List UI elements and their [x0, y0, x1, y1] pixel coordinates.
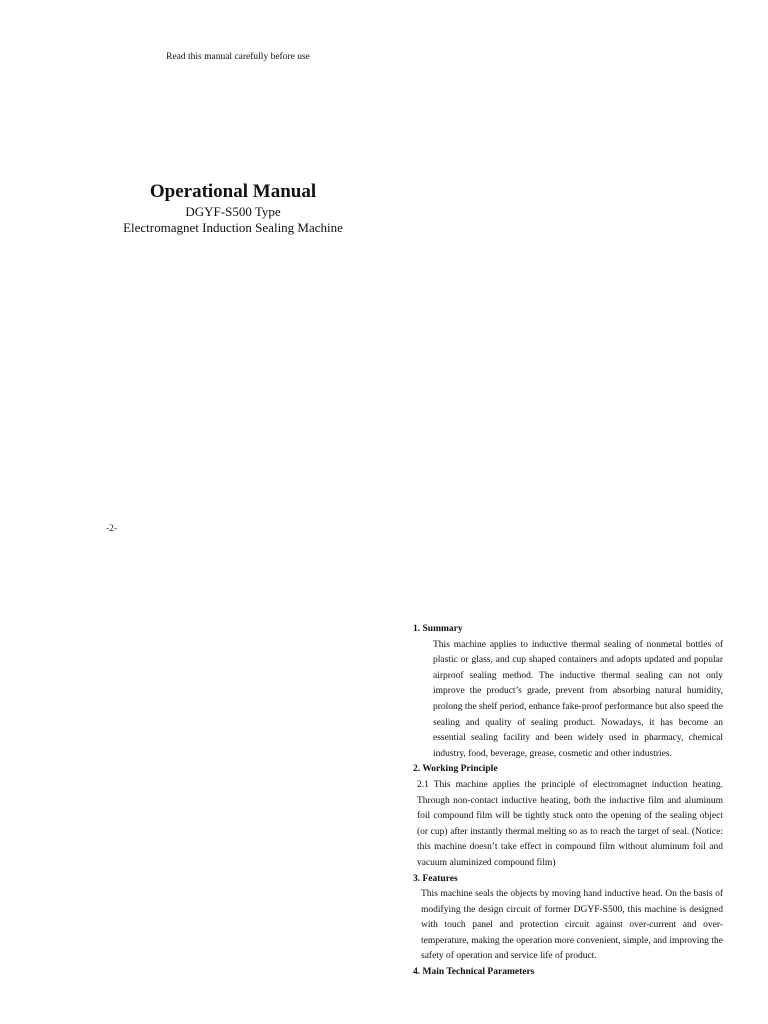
section-heading-summary: 1. Summary — [413, 624, 463, 634]
section-heading-working-principle: 2. Working Principle — [413, 764, 498, 775]
section-heading-parameters: 4. Main Technical Parameters — [413, 967, 535, 978]
section-body-working-principle: 2.1 This machine applies the principle of electromagnet induction heating. Through non-contact inductive heating, both the inductive film and aluminum foil compound film will be tightly stuck onto the opening of the sealing object (or cup) after instantly thermal melting so as to reach the target of seal. (Notice: this machine doesn’t take effect in compound film without aluminum foil and vacuum aluminized compound film) — [417, 779, 723, 868]
manual-notice: Read this manual carefully before use — [166, 52, 310, 62]
section-body-features: This machine seals the objects by moving hand inductive head. On the basis of modifying the design circuit of former DGYF-S500, this machine is designed with touch panel and protection circuit against over-current and over-temperature, making the operation more convenient, simple, and improving the safety of operation and service life of product. — [421, 889, 723, 962]
title-block — [0, 180, 466, 236]
page-title: Operational Manual — [149, 181, 317, 202]
section-heading-features: 3. Features — [413, 873, 458, 884]
manual-content — [413, 622, 723, 981]
section-body-summary: This machine applies to inductive thermal sealing of nonmetal bottles of plastic or glass, and cup shaped containers and adopts updated and popular airproof sealing method. The inductive thermal sealing can not only improve the product’s grade, prevent from absorbing natural humidity, prolong the shelf period, enhance fake-proof performance but also speed the sealing and quality of sealing product. Nowadays, it has become an essential sealing facility and been widely used in pharmacy, chemical industry, food, beverage, grease, cosmetic and other industries. — [433, 639, 723, 759]
machine-description: Electromagnet Induction Sealing Machine — [123, 220, 343, 235]
page-number: -2- — [106, 524, 118, 534]
model-subtitle: DGYF-S500 Type — [185, 204, 281, 219]
